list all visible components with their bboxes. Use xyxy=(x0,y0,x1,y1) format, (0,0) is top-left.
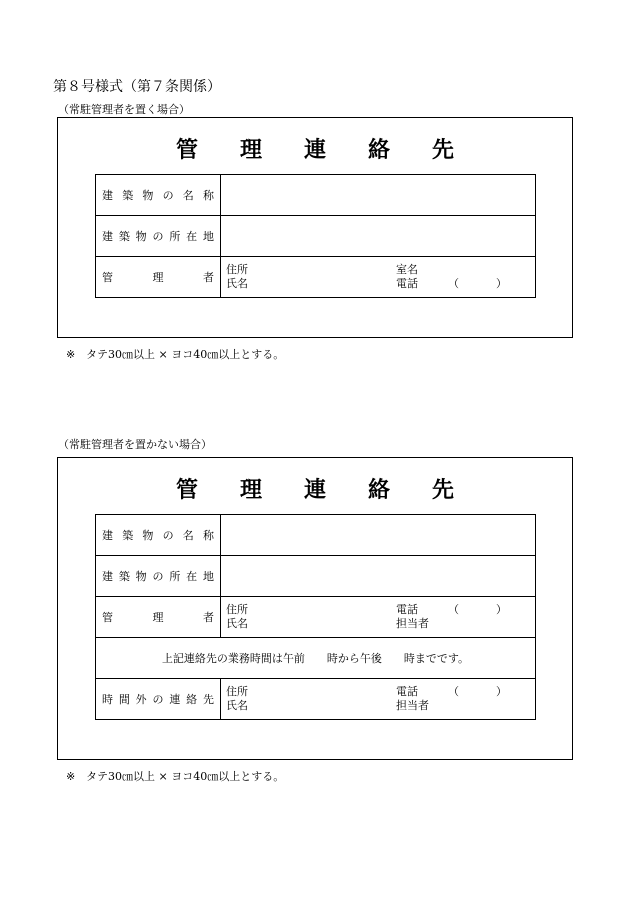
building-name-label: 建 築 物 の 名 称 xyxy=(96,175,221,216)
phone-label: 電話 （ ） xyxy=(396,277,507,290)
title-char: 絡 xyxy=(368,137,391,163)
section2-panel xyxy=(57,457,573,760)
title-char: 管 xyxy=(175,137,198,163)
building-name-field[interactable] xyxy=(221,175,536,216)
table-row xyxy=(96,216,536,257)
title-char: 連 xyxy=(303,137,326,163)
section2-note: ※ タテ30㎝以上 × ヨコ40㎝以上とする。 xyxy=(66,770,285,783)
table-row xyxy=(96,597,536,638)
phone-label: 電話 （ ） xyxy=(396,685,507,698)
name-label: 氏名 xyxy=(226,617,248,630)
title-char: 理 xyxy=(239,477,262,503)
table-row xyxy=(96,175,536,216)
table-row xyxy=(96,679,536,720)
after-hours-field[interactable] xyxy=(221,679,536,720)
business-hours-row[interactable]: 上記連絡先の業務時間は午前 時から午後 時までです。 xyxy=(96,638,536,679)
manager-field[interactable] xyxy=(221,597,536,638)
address-label: 住所 xyxy=(226,685,248,698)
building-address-field[interactable] xyxy=(221,556,536,597)
title-char: 理 xyxy=(239,137,262,163)
section2-title xyxy=(58,473,572,503)
section1-note: ※ タテ30㎝以上 × ヨコ40㎝以上とする。 xyxy=(66,348,285,361)
manager-field[interactable] xyxy=(221,257,536,298)
building-address-label: 建 築 物 の 所 在 地 xyxy=(96,556,221,597)
address-label: 住所 xyxy=(226,263,248,276)
form-title: 第８号様式（第７条関係） xyxy=(53,79,221,95)
title-char: 先 xyxy=(432,477,455,503)
building-name-label: 建 築 物 の 名 称 xyxy=(96,515,221,556)
building-name-field[interactable] xyxy=(221,515,536,556)
phone-label: 電話 （ ） xyxy=(396,603,507,616)
table-row xyxy=(96,515,536,556)
name-label: 氏名 xyxy=(226,699,248,712)
manager-label: 管 理 者 xyxy=(96,597,221,638)
building-address-label: 建 築 物 の 所 在 地 xyxy=(96,216,221,257)
section2-table xyxy=(95,514,536,720)
table-row xyxy=(96,556,536,597)
table-row xyxy=(96,257,536,298)
address-label: 住所 xyxy=(226,603,248,616)
title-char: 絡 xyxy=(368,477,391,503)
section1-table xyxy=(95,174,536,298)
section1-title xyxy=(58,133,572,163)
manager-label: 管 理 者 xyxy=(96,257,221,298)
table-row xyxy=(96,638,536,679)
title-char: 先 xyxy=(432,137,455,163)
section1-panel xyxy=(57,117,573,338)
after-hours-label: 時 間 外 の 連 絡 先 xyxy=(96,679,221,720)
person-in-charge-label: 担当者 xyxy=(396,617,429,630)
person-in-charge-label: 担当者 xyxy=(396,699,429,712)
title-char: 管 xyxy=(175,477,198,503)
section1-label: （常駐管理者を置く場合） xyxy=(58,103,190,116)
room-label: 室名 xyxy=(396,263,418,276)
building-address-field[interactable] xyxy=(221,216,536,257)
name-label: 氏名 xyxy=(226,277,248,290)
section2-label: （常駐管理者を置かない場合） xyxy=(58,438,212,451)
title-char: 連 xyxy=(303,477,326,503)
